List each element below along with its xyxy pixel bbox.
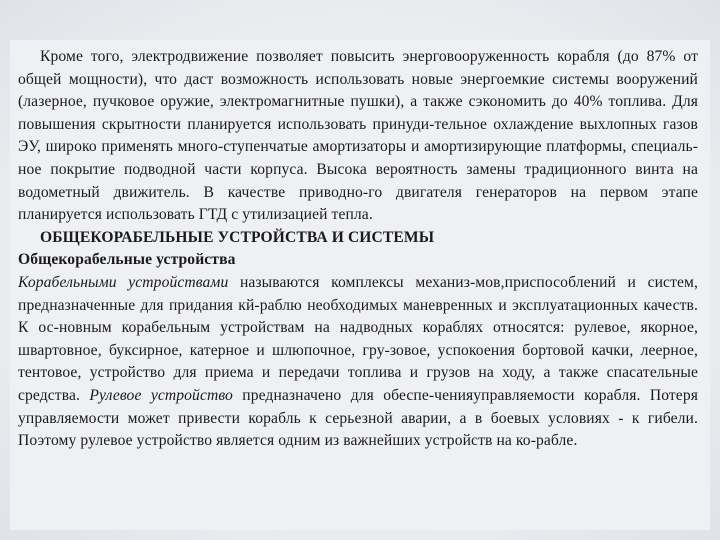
paragraph-ship-devices <box>18 272 698 453</box>
document-body <box>18 46 698 453</box>
paragraph-electric-propulsion: Кроме того, электродвижение позволяет повысить энерговооруженность корабля (до 87% от общей мощности), что даст возможность использовать новые энергоемкие системы вооружений (лазерное, пучковое оружие, электромагнитные пушки), а также сэкономить до 40% топлива. Для повышения скрытности планируется использовать принуди-тельное охлаждение выхлопных газов ЭУ, широко применять много-ступенчатые амортизаторы и амортизирующие платформы, специаль-ное покрытие подводной части корпуса. Высока вероятность замены традиционного винта на водометный движитель. В качестве приводно-го двигателя генераторов на первом этапе планируется использовать ГТД с утилизацией тепла. <box>18 48 698 224</box>
term-ship-devices: Корабельными устройствами <box>18 273 229 291</box>
subsection-heading: Общекорабельные устройства <box>18 251 236 269</box>
term-steering-device: Рулевое устройство <box>89 386 233 404</box>
section-heading: ОБЩЕКОРАБЕЛЬНЫЕ УСТРОЙСТВА И СИСТЕМЫ <box>40 228 435 246</box>
paragraph-steering-body: предназначено для обеспе-ченияуправляемости корабля. Потеря управляемости может привести корабль к серьезной аварии, а в боевых условиях - к гибели. Поэтому рулевое устройство является одним из важнейших устройств на ко-рабле. <box>18 386 699 450</box>
paragraph-ship-devices-body: называются комплексы механиз-мов,приспособлений и систем, предназначенные для придания кй-раблю необходимых маневренных и эксплуатационных качеств. К ос-новным корабельным устройствам на надводных кораблях относятся: рулевое, якорное, швартовное, буксирное, катерное и шлюпочное, гру-зовое, успокоения бортовой качки, леерное, тентовое, устройство для приема и передачи топлива и грузов на ходу, а также спасательные средства. <box>18 273 698 404</box>
